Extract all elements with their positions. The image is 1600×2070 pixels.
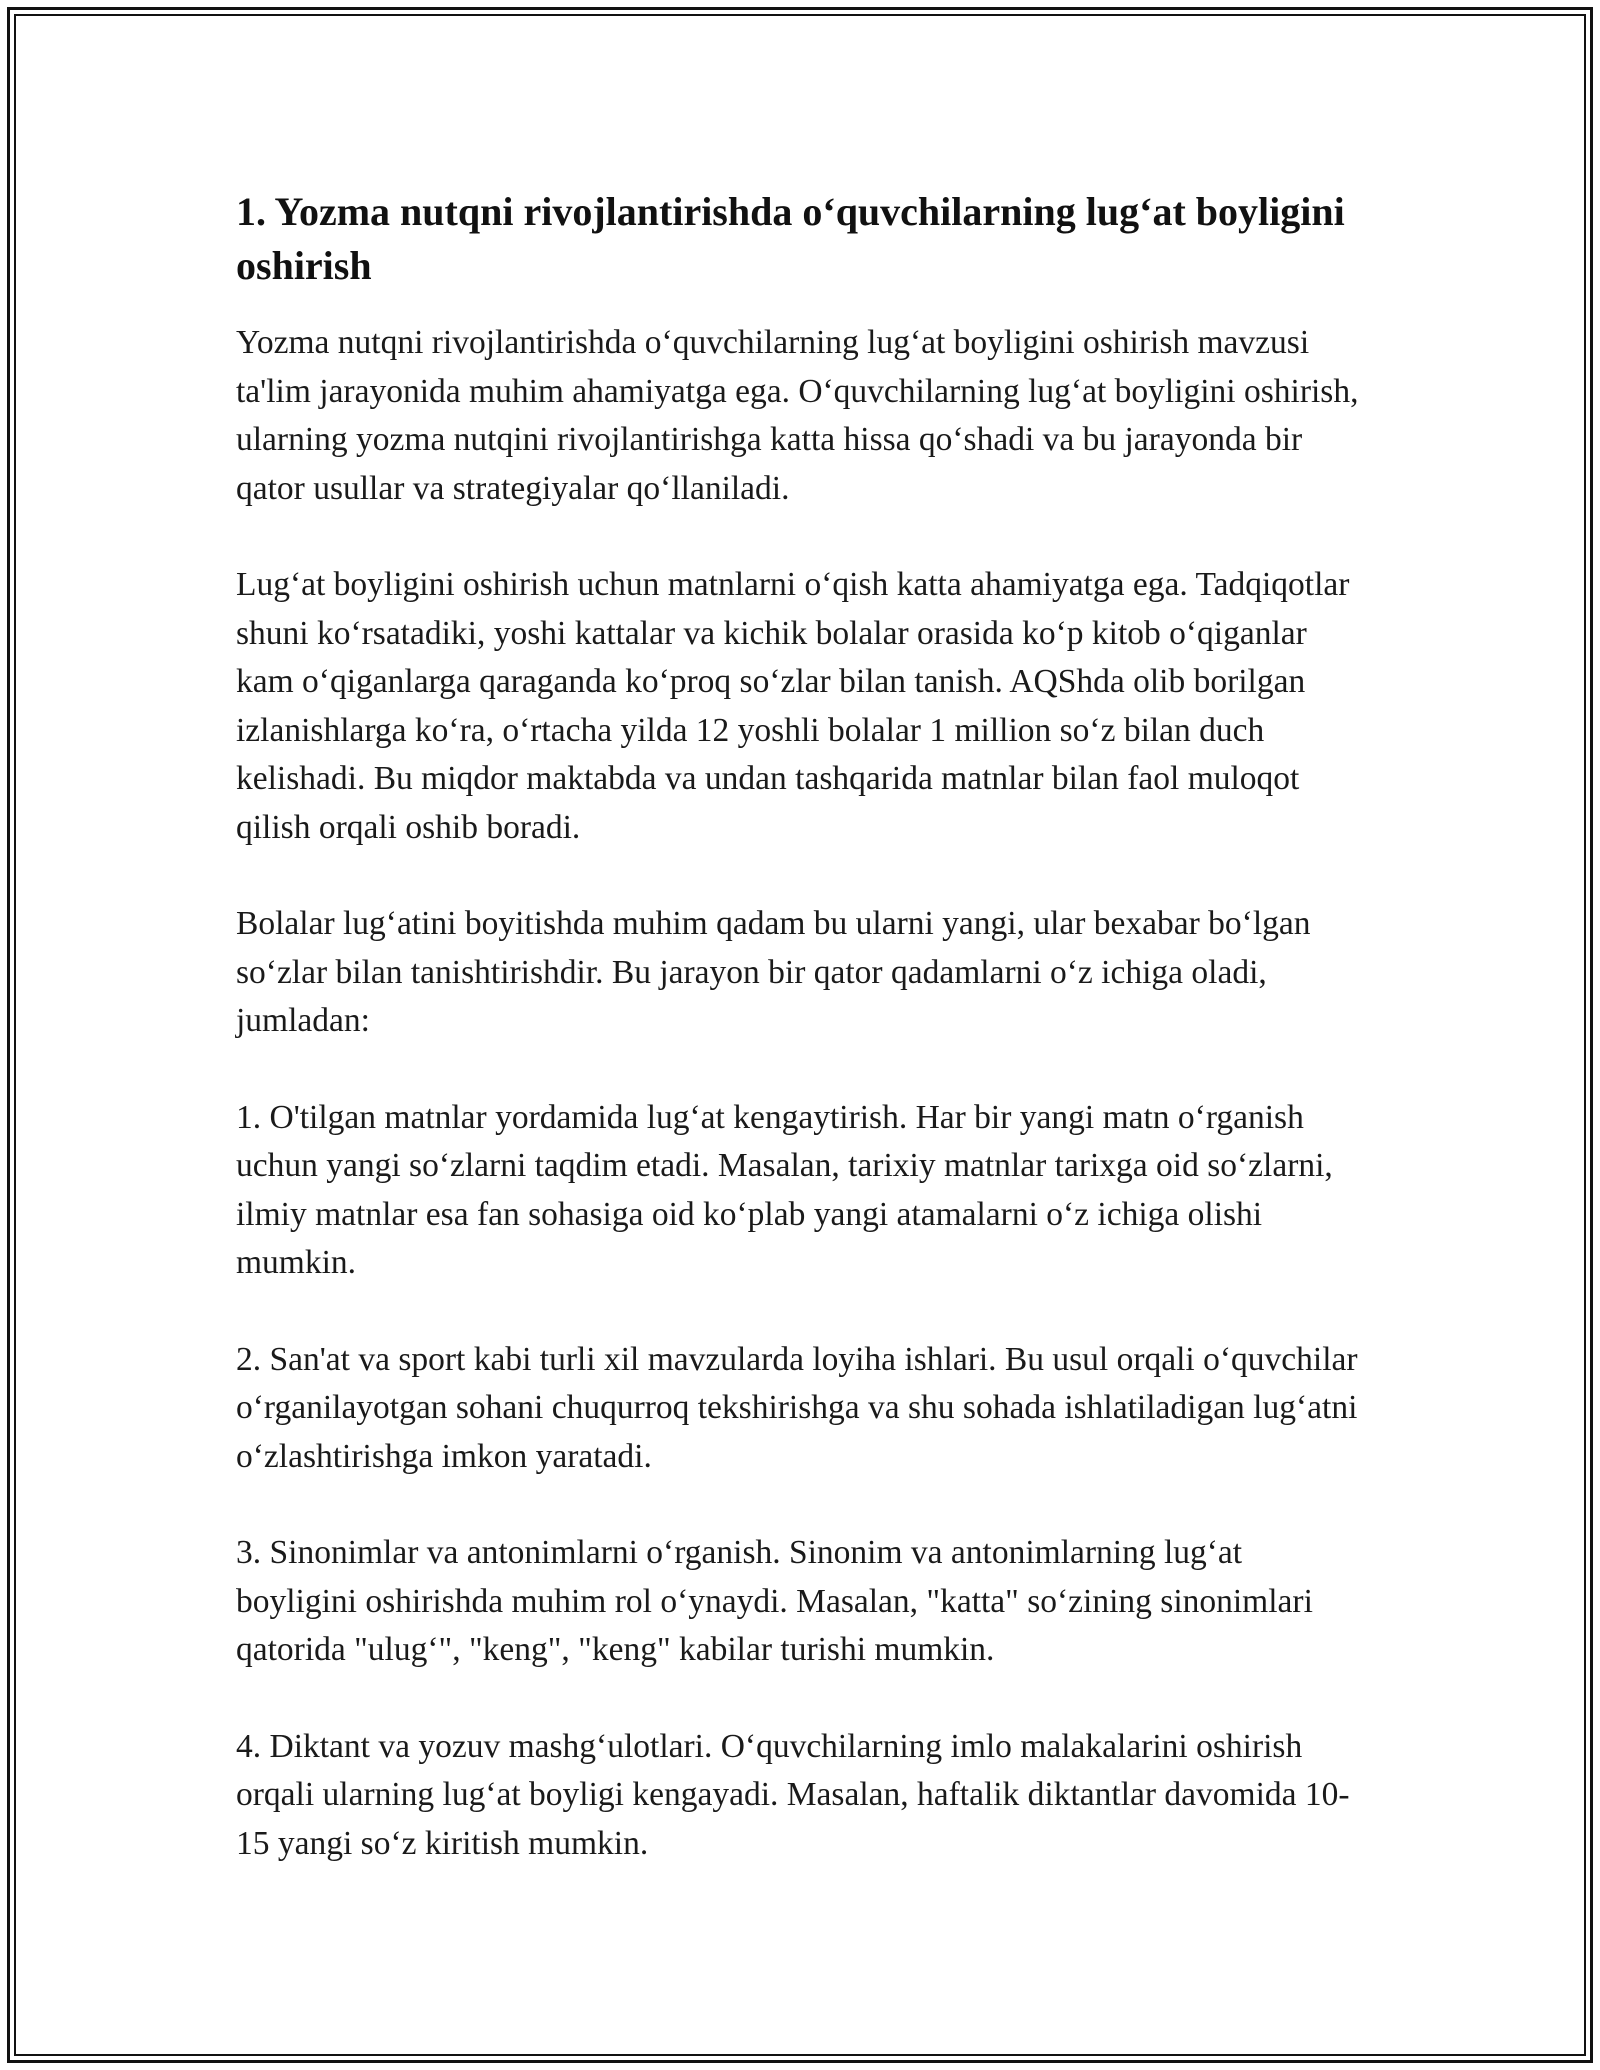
list-item-2: 2. San'at va sport kabi turli xil mavzularda loyiha ishlari. Bu usul orqali o‘quvchilar o‘rganilayotgan sohani chuqurroq tekshirishga va shu sohada ishlatiladigan lug‘atni o‘zlashtirishga imkon yaratadi. bbox=[236, 1340, 1358, 1475]
section-heading: 1. Yozma nutqni rivojlantirishda o‘quvchilarning lug‘at boyligini oshirish bbox=[236, 189, 1345, 288]
paragraph-intro: Yozma nutqni rivojlantirishda o‘quvchilarning lug‘at boyligini oshirish mavzusi ta'lim jarayonida muhim ahamiyatga ega. O‘quvchilarning lug‘at boyligini oshirish, ularning yozma nutqini rivojlantirishga katta hissa qo‘shadi va bu jarayonda bir qator usullar va strategiyalar qo‘llaniladi. bbox=[236, 324, 1359, 507]
list-item-1: 1. O'tilgan matnlar yordamida lug‘at kengaytirish. Har bir yangi matn o‘rganish uchun yangi so‘zlarni taqdim etadi. Masalan, tarixiy matnlar tarixga oid so‘zlarni, ilmiy matnlar esa fan sohasiga oid ko‘plab yangi atamalarni o‘z ichiga olishi mumkin. bbox=[236, 1098, 1333, 1281]
document-body bbox=[236, 185, 1366, 1868]
list-item-3: 3. Sinonimlar va antonimlarni o‘rganish. Sinonim va antonimlarning lug‘at boyligini oshirishda muhim rol o‘ynaydi. Masalan, "katta" so‘zining sinonimlari qatorida "ulug‘", "keng", "keng" kabilar turishi mumkin. bbox=[236, 1534, 1313, 1668]
paragraph-reading: Lug‘at boyligini oshirish uchun matnlarni o‘qish katta ahamiyatga ega. Tadqiqotlar shuni ko‘rsatadiki, yoshi kattalar va kichik bolalar orasida ko‘p kitob o‘qiganlar kam o‘qiganlarga qaraganda ko‘proq so‘zlar bilan tanish. AQShda olib borilgan izlanishlarga ko‘ra, o‘rtacha yilda 12 yoshli bolalar 1 million so‘z bilan duch kelishadi. Bu miqdor maktabda va undan tashqarida matnlar bilan faol muloqot qilish orqali oshib boradi. bbox=[236, 566, 1350, 846]
list-item-4: 4. Diktant va yozuv mashg‘ulotlari. O‘quvchilarning imlo malakalarini oshirish orqali ularning lug‘at boyligi kengayadi. Masalan, haftalik diktantlar davomida 10-15 yangi so‘z kiritish mumkin. bbox=[236, 1727, 1350, 1862]
paragraph-new-words: Bolalar lug‘atini boyitishda muhim qadam bu ularni yangi, ular bexabar bo‘lgan so‘zlar bilan tanishtirishdir. Bu jarayon bir qator qadamlarni o‘z ichiga oladi, jumladan: bbox=[236, 905, 1311, 1039]
